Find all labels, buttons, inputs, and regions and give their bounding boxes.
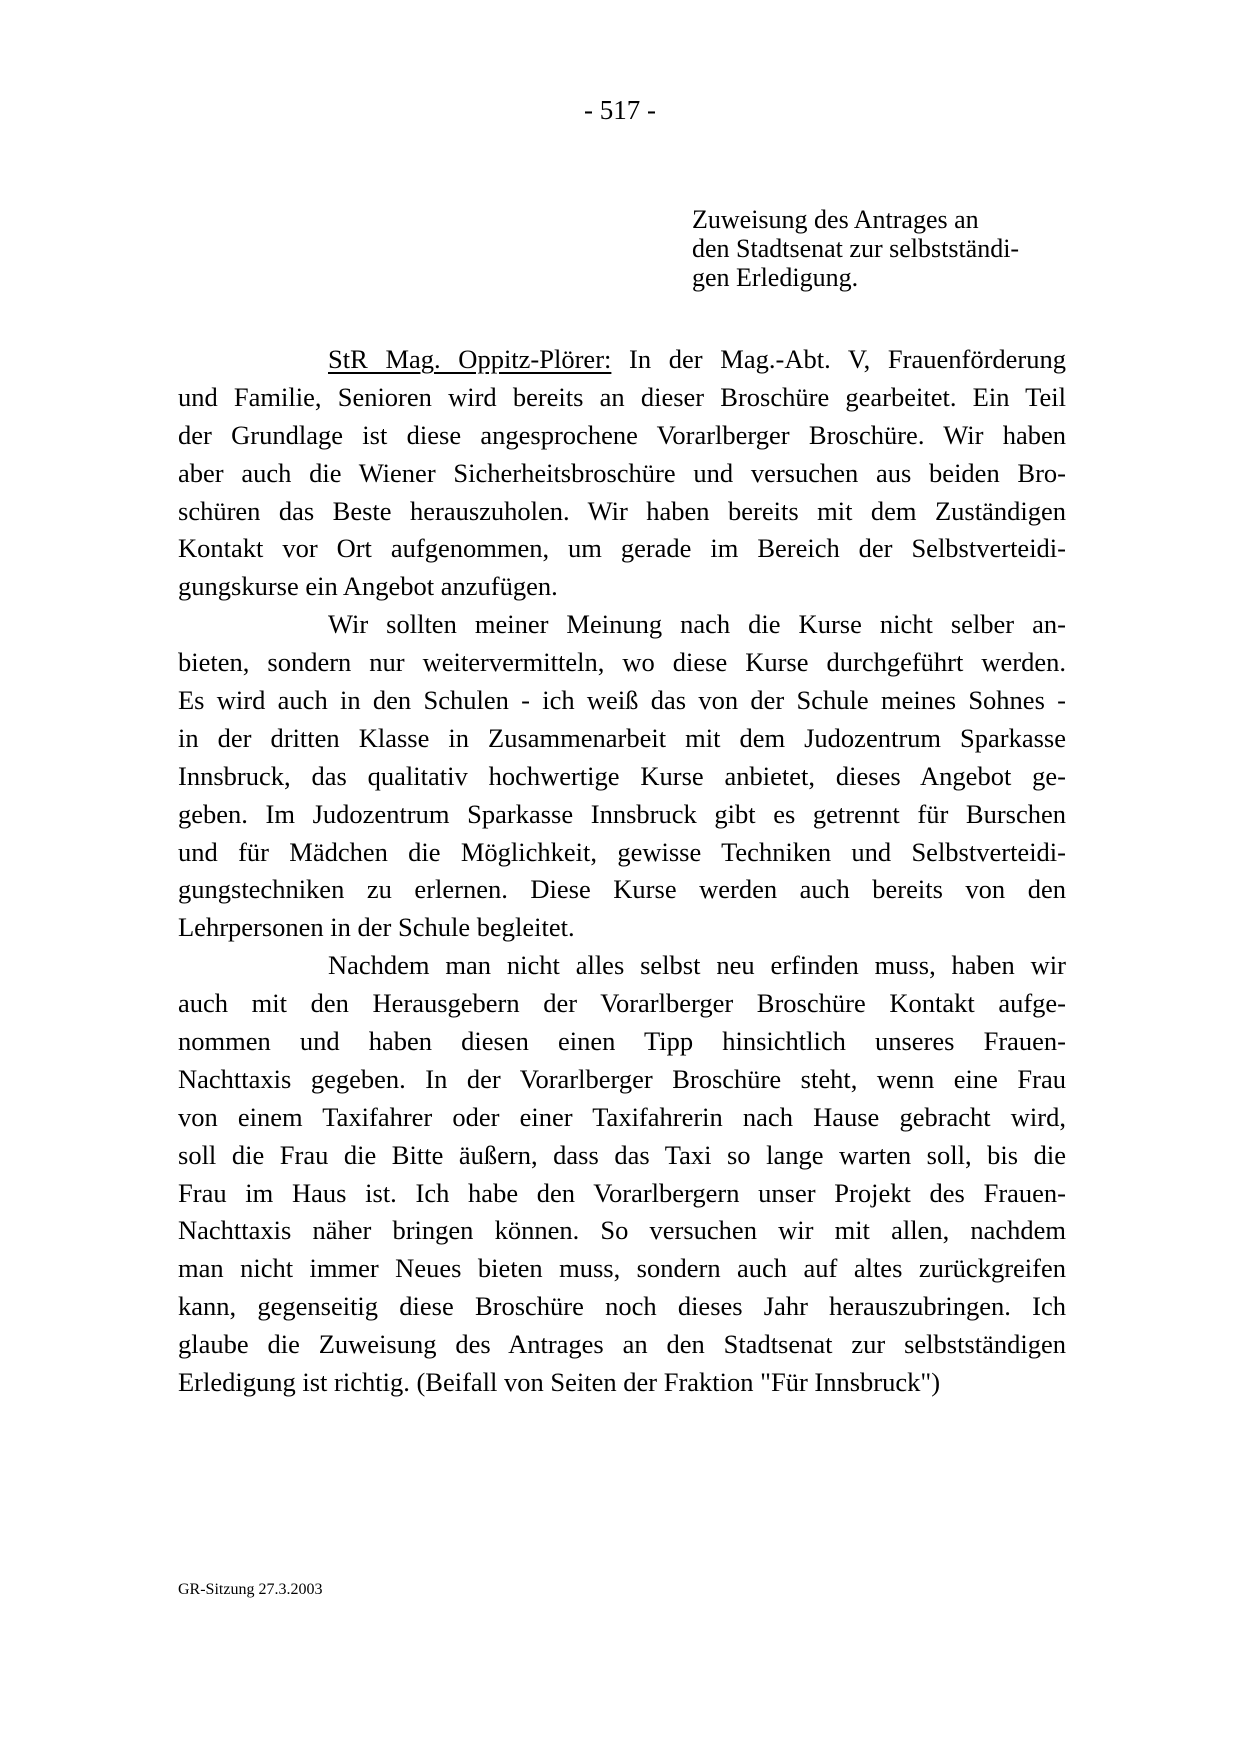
text-line: soll die Frau die Bitte äußern, dass das Taxi so lange warten soll, bis die: [178, 1139, 1066, 1170]
margin-note-line: gen Erledigung.: [692, 263, 859, 292]
text-line: und Familie, Senioren wird bereits an dieser Broschüre gearbeitet. Ein Teil: [178, 381, 1066, 412]
text-line: Nachttaxis gegeben. In der Vorarlberger Broschüre steht, wenn eine Frau: [178, 1063, 1066, 1094]
page-number: - 517 -: [584, 95, 656, 125]
speaker-name: StR Mag. Oppitz-Plörer:: [328, 344, 612, 374]
text-line: Nachttaxis näher bringen können. So versuchen wir mit allen, nachdem: [178, 1215, 1066, 1246]
text-line: Frau im Haus ist. Ich habe den Vorarlbergern unser Projekt des Frauen-: [178, 1177, 1066, 1208]
text-line: und für Mädchen die Möglichkeit, gewisse Techniken und Selbstverteidi-: [178, 836, 1066, 867]
text-line: StR Mag. Oppitz-Plörer: In der Mag.-Abt. V, Frauenförderung: [328, 344, 1066, 374]
text-line: schüren das Beste herauszuholen. Wir haben bereits mit dem Zuständigen: [178, 495, 1066, 526]
text-line: glaube die Zuweisung des Antrages an den Stadtsenat zur selbstständigen: [178, 1329, 1066, 1360]
text-line: auch mit den Herausgebern der Vorarlberger Broschüre Kontakt aufge-: [178, 988, 1066, 1019]
text-line: Kontakt vor Ort aufgenommen, um gerade im Bereich der Selbstverteidi-: [178, 533, 1066, 564]
text-line: aber auch die Wiener Sicherheitsbroschüre und versuchen aus beiden Bro-: [178, 457, 1066, 488]
margin-note-line: Zuweisung des Antrages an: [692, 205, 979, 234]
text-line: nommen und haben diesen einen Tipp hinsichtlich unseres Frauen-: [178, 1026, 1066, 1057]
footer-session-date: GR-Sitzung 27.3.2003: [178, 1581, 323, 1598]
text-line: Nachdem man nicht alles selbst neu erfinden muss, haben wir: [328, 950, 1066, 981]
text-line: von einem Taxifahrer oder einer Taxifahrerin nach Hause gebracht wird,: [178, 1101, 1066, 1132]
text-line: kann, gegenseitig diese Broschüre noch dieses Jahr herauszubringen. Ich: [178, 1291, 1066, 1322]
text-line: bieten, sondern nur weitervermitteln, wo diese Kurse durchgeführt werden.: [178, 647, 1066, 678]
margin-note: [692, 205, 1092, 292]
text-line: geben. Im Judozentrum Sparkasse Innsbruck gibt es getrennt für Burschen: [178, 798, 1066, 829]
text-line: Es wird auch in den Schulen - ich weiß das von der Schule meines Sohnes -: [178, 685, 1066, 716]
text-line: Wir sollten meiner Meinung nach die Kurse nicht selber an-: [328, 609, 1066, 640]
text-line: Innsbruck, das qualitativ hochwertige Kurse anbietet, dieses Angebot ge-: [178, 760, 1066, 791]
text-line: man nicht immer Neues bieten muss, sondern auch auf altes zurückgreifen: [178, 1253, 1066, 1284]
text-line: in der dritten Klasse in Zusammenarbeit mit dem Judozentrum Sparkasse: [178, 722, 1066, 753]
text-line: Erledigung ist richtig. (Beifall von Seiten der Fraktion "Für Innsbruck"): [178, 1367, 941, 1398]
text-line: gungskurse ein Angebot anzufügen.: [178, 571, 558, 602]
text-line: der Grundlage ist diese angesprochene Vorarlberger Broschüre. Wir haben: [178, 419, 1066, 450]
margin-note-line: den Stadtsenat zur selbstständi-: [692, 234, 1020, 263]
text-line: gungstechniken zu erlernen. Diese Kurse werden auch bereits von den: [178, 874, 1066, 905]
text-line: Lehrpersonen in der Schule begleitet.: [178, 912, 575, 943]
speech-body: [178, 341, 1066, 1402]
